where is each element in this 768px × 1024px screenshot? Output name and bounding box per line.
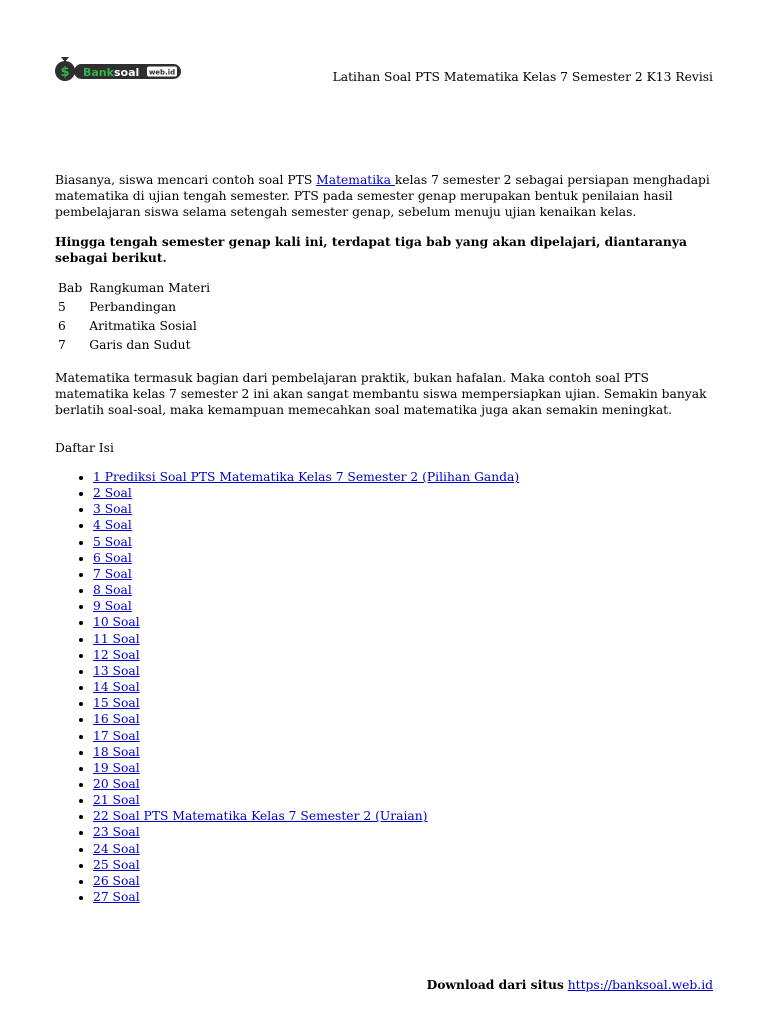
toc-link[interactable]: 23 Soal [93,825,140,840]
toc-link[interactable]: 26 Soal [93,873,140,888]
intro-text-before-link: Biasanya, siswa mencari contoh soal PTS [55,173,317,187]
footer-site-link[interactable]: https://banksoal.web.id [567,978,713,992]
toc-link[interactable]: 27 Soal [93,890,140,905]
toc-link[interactable]: 13 Soal [93,663,140,678]
toc-link[interactable]: 9 Soal [93,599,132,614]
toc-item [93,550,713,566]
toc-link[interactable]: 19 Soal [93,760,140,775]
toc-link[interactable]: 7 Soal [93,566,132,581]
toc-item [93,647,713,663]
table-header-cell: Rangkuman Materi [89,281,211,295]
toc-link[interactable]: 18 Soal [93,744,140,759]
toc-link[interactable]: 14 Soal [93,680,140,695]
toc-item [93,744,713,760]
svg-text:web.id: web.id [148,68,176,77]
chapter-number: 6 [58,319,66,333]
toc-link[interactable]: 21 Soal [93,793,140,808]
toc-item [93,808,713,824]
toc-item [93,695,713,711]
toc-item [93,582,713,598]
toc-item [93,631,713,647]
banksoal-logo-image [55,53,183,83]
toc-item [93,841,713,857]
intro-paragraph [55,172,713,220]
toc-item [93,485,713,501]
toc-item [93,663,713,679]
table-row [55,337,214,356]
toc-item [93,711,713,727]
footer-label: Download dari situs [426,977,564,992]
chapter-number: 5 [58,300,66,314]
toc-item [93,824,713,840]
toc-link[interactable]: 24 Soal [93,841,140,856]
toc-link[interactable]: 11 Soal [93,631,140,646]
toc-link[interactable]: 2 Soal [93,486,132,501]
intro-text-after-link: kelas 7 semester 2 sebagai persiapan menghadapi matematika di ujian tengah semester. PTS pada semester genap merupakan bentuk penilaian hasil pembelajaran siswa selama setengah semester genap, sebelum menuju ujian kenaikan kelas. [55,173,710,219]
svg-text:Banksoal: Banksoal [83,66,140,79]
toc-item [93,873,713,889]
toc-link[interactable]: 10 Soal [93,615,140,630]
footer [427,977,713,992]
toc-item [93,517,713,533]
toc-link[interactable]: 12 Soal [93,647,140,662]
banksoal-logo[interactable] [55,53,183,83]
chapters-intro-paragraph: Hingga tengah semester genap kali ini, terdapat tiga bab yang akan dipelajari, diantaranya sebagai berikut. [55,234,687,265]
toc-item [93,728,713,744]
toc-link[interactable]: 5 Soal [93,534,132,549]
svg-text:$: $ [60,65,70,80]
toc-link[interactable]: 16 Soal [93,712,140,727]
chapter-topic: Garis dan Sudut [89,338,191,352]
toc-item [93,614,713,630]
toc-link[interactable]: 15 Soal [93,696,140,711]
toc-item [93,776,713,792]
article-content [55,172,713,905]
toc-link[interactable]: 25 Soal [93,857,140,872]
chapter-topic: Aritmatika Sosial [89,319,197,333]
toc-item [93,857,713,873]
toc-link[interactable]: 6 Soal [93,550,132,565]
chapter-number: 7 [58,338,66,352]
chapter-topic: Perbandingan [89,300,177,314]
toc-list [55,469,713,905]
toc-link[interactable]: 3 Soal [93,502,132,517]
table-header-cell: Bab [58,281,83,295]
toc-item [93,566,713,582]
table-header-row [55,280,214,299]
toc-link[interactable]: 8 Soal [93,583,132,598]
toc-item [93,501,713,517]
money-bag-icon [55,57,75,81]
table-row [55,299,214,318]
toc-link[interactable]: 17 Soal [93,728,140,743]
practice-paragraph: Matematika termasuk bagian dari pembelajaran praktik, bukan hafalan. Maka contoh soal PTS matematika kelas 7 semester 2 ini akan sangat membantu siswa mempersiapkan ujian. Semakin banyak berlatih soal-soal, maka kemampuan memecahkan soal matematika juga akan semakin meningkat. [55,371,707,417]
toc-item [93,534,713,550]
toc-link[interactable]: 22 Soal PTS Matematika Kelas 7 Semester 2 (Uraian) [93,809,428,824]
toc-item [93,679,713,695]
toc-item [93,598,713,614]
toc-link[interactable]: 20 Soal [93,776,140,791]
toc-item [93,760,713,776]
toc-heading: Daftar Isi [55,441,114,455]
matematika-link[interactable]: Matematika [316,173,395,187]
table-row [55,318,214,337]
document-header-title: Latihan Soal PTS Matematika Kelas 7 Semester 2 K13 Revisi [332,70,713,84]
toc-link[interactable]: 1 Prediksi Soal PTS Matematika Kelas 7 Semester 2 (Pilihan Ganda) [93,470,520,484]
toc-item [93,469,713,485]
chapter-table [55,280,214,356]
toc-item [93,889,713,905]
toc-item [93,792,713,808]
toc-link[interactable]: 4 Soal [93,518,132,533]
